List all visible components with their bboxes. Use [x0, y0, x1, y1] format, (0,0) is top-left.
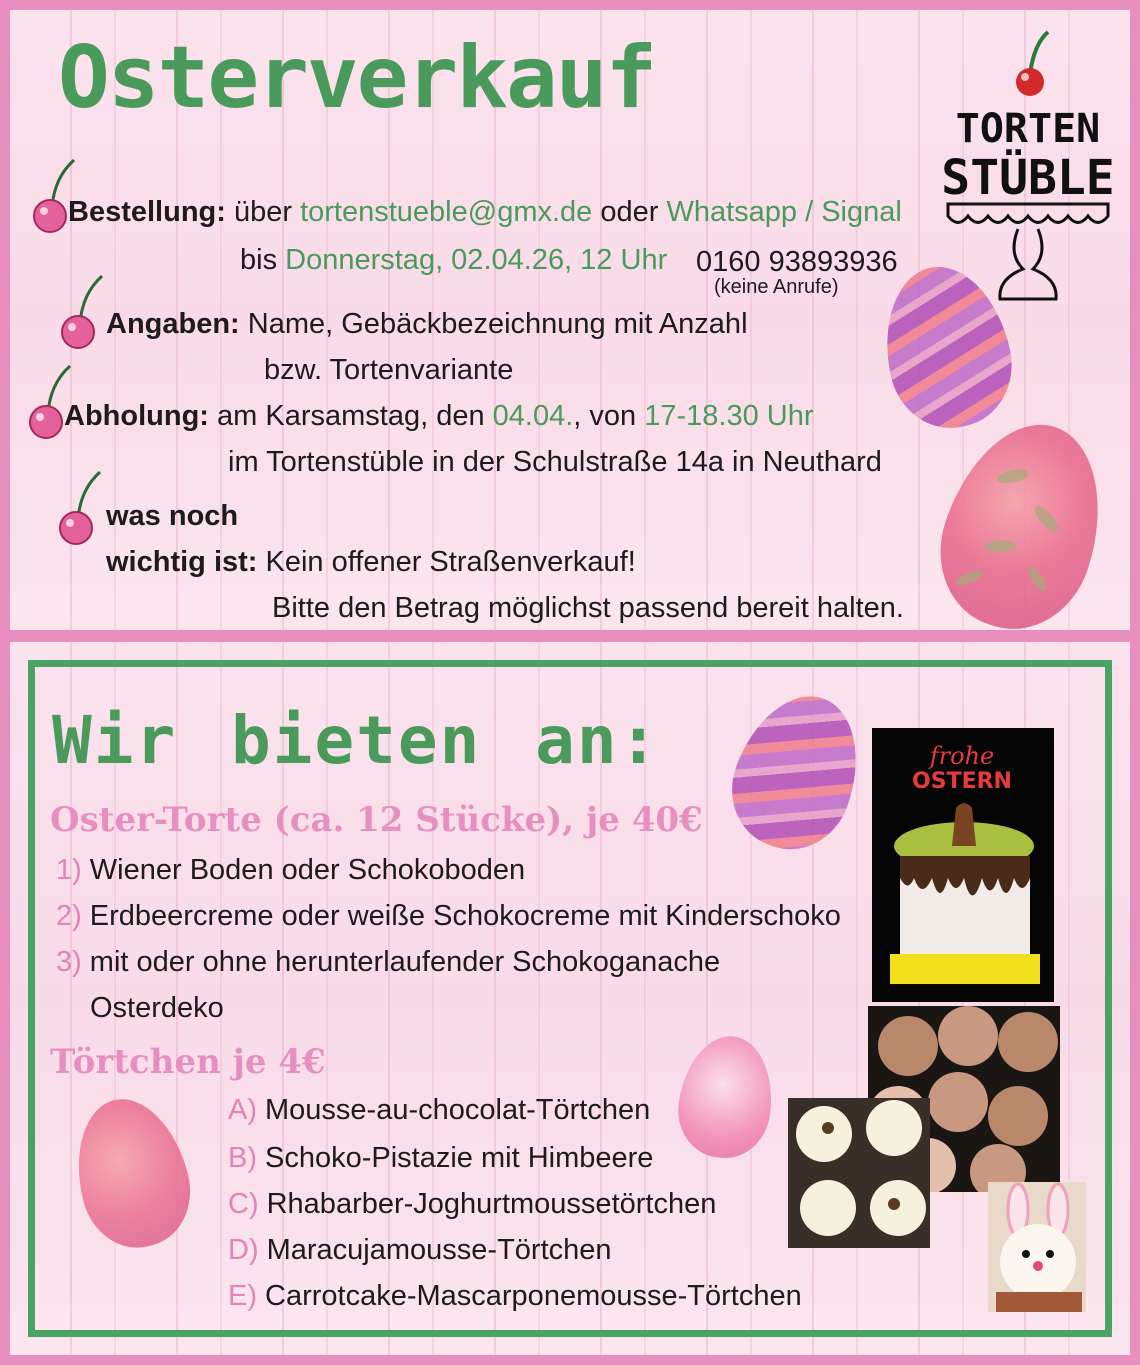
cake-topper-text1: frohe — [929, 742, 995, 770]
cake-photo-drawing — [872, 728, 1054, 1002]
details-line — [106, 308, 748, 341]
notes-label1: was noch — [106, 500, 239, 532]
logo-line2: STÜBLE — [941, 150, 1115, 206]
notes-label2: wichtig ist: — [106, 546, 258, 578]
cake-item-text: mit oder ohne herunterlaufender Schokoganache — [89, 946, 721, 978]
cake-item — [56, 946, 720, 979]
notes-line2: Bitte den Betrag möglichst passend bereit halten. — [272, 592, 904, 624]
order-text3: bis — [240, 244, 278, 276]
tart-item-text: Maracujamousse-Törtchen — [266, 1234, 612, 1266]
easter-cake-photo — [872, 728, 1054, 1002]
order-deadline: Donnerstag, 02.04.26, 12 Uhr — [285, 244, 668, 276]
logo-line1: TORTEN — [955, 106, 1101, 152]
tart-item — [228, 1188, 716, 1221]
details-line1: Name, Gebäckbezeichnung mit Anzahl — [247, 308, 748, 340]
tart-item-text: Rhabarber-Joghurtmoussetörtchen — [266, 1188, 717, 1220]
cake-item-text: Wiener Boden oder Schokoboden — [89, 854, 526, 886]
pickup-text2: , von — [573, 400, 637, 432]
cherry-icon — [52, 272, 108, 352]
tart-item — [228, 1280, 802, 1313]
order-text1: über — [233, 196, 293, 228]
page-title: Osterverkauf — [58, 28, 656, 128]
tart-item-letter: C) — [228, 1188, 259, 1220]
tart-item-text: Carrotcake-Mascarponemousse-Törtchen — [265, 1280, 802, 1312]
easter-egg-image — [920, 404, 1127, 630]
bunny-tart-photo — [988, 1182, 1086, 1312]
white-tarts-photo — [788, 1098, 930, 1248]
pickup-time: 17-18.30 Uhr — [644, 400, 814, 432]
cake-item — [56, 900, 841, 933]
cake-stand-icon — [938, 24, 1118, 314]
cake-item-text: Erdbeercreme oder weiße Schokocreme mit Kinderschoko — [89, 900, 841, 932]
pickup-text1: am Karsamstag, den — [217, 400, 485, 432]
leaf-pattern-icon — [920, 404, 1127, 630]
tart-item — [228, 1234, 612, 1267]
cake-topper-text2: OSTERN — [912, 769, 1012, 794]
cake-item-num: 3) — [56, 946, 82, 978]
deadline-line — [240, 244, 667, 277]
pickup-line — [64, 400, 814, 433]
tarts-heading: Törtchen je 4€ — [50, 1042, 326, 1082]
order-email[interactable]: tortenstueble@gmx.de — [300, 196, 593, 228]
tart-item-letter: E) — [228, 1280, 257, 1312]
bunny-tart-drawing — [988, 1182, 1086, 1312]
cherry-icon — [50, 468, 106, 548]
tart-item-text: Schoko-Pistazie mit Himbeere — [265, 1142, 654, 1174]
order-label: Bestellung: — [68, 196, 226, 228]
torten-stueble-logo — [938, 24, 1118, 314]
cake-item-num: 2) — [56, 900, 82, 932]
tart-item — [228, 1142, 653, 1175]
phone-note: (keine Anrufe) — [714, 276, 839, 298]
notes-line1: Kein offener Straßenverkauf! — [265, 546, 636, 578]
notes-line — [106, 546, 636, 579]
phone-number: 0160 93893936 — [696, 246, 898, 278]
pickup-line2: im Tortenstüble in der Schulstraße 14a in Neuthard — [228, 446, 882, 478]
order-text2: oder — [600, 196, 659, 228]
cake-heading: Oster-Torte (ca. 12 Stücke), je 40€ — [50, 800, 703, 840]
info-panel — [10, 10, 1130, 630]
tart-item-letter: D) — [228, 1234, 259, 1266]
pickup-label: Abholung: — [64, 400, 209, 432]
tart-item-letter: A) — [228, 1094, 257, 1126]
pickup-date: 04.04. — [492, 400, 574, 432]
order-channels: Whatsapp / Signal — [666, 196, 902, 228]
details-label: Angaben: — [106, 308, 240, 340]
tart-item-letter: B) — [228, 1142, 257, 1174]
cake-item-num: 1) — [56, 854, 82, 886]
details-line2: bzw. Tortenvariante — [264, 354, 514, 386]
cake-item — [56, 854, 525, 887]
offer-title: Wir bieten an: — [52, 702, 661, 779]
cake-extra: Osterdeko — [90, 992, 224, 1024]
white-tarts-drawing — [788, 1098, 930, 1248]
offer-panel — [10, 642, 1130, 1355]
order-line — [68, 196, 902, 229]
tart-item — [228, 1094, 650, 1127]
tart-item-text: Mousse-au-chocolat-Törtchen — [265, 1094, 651, 1126]
